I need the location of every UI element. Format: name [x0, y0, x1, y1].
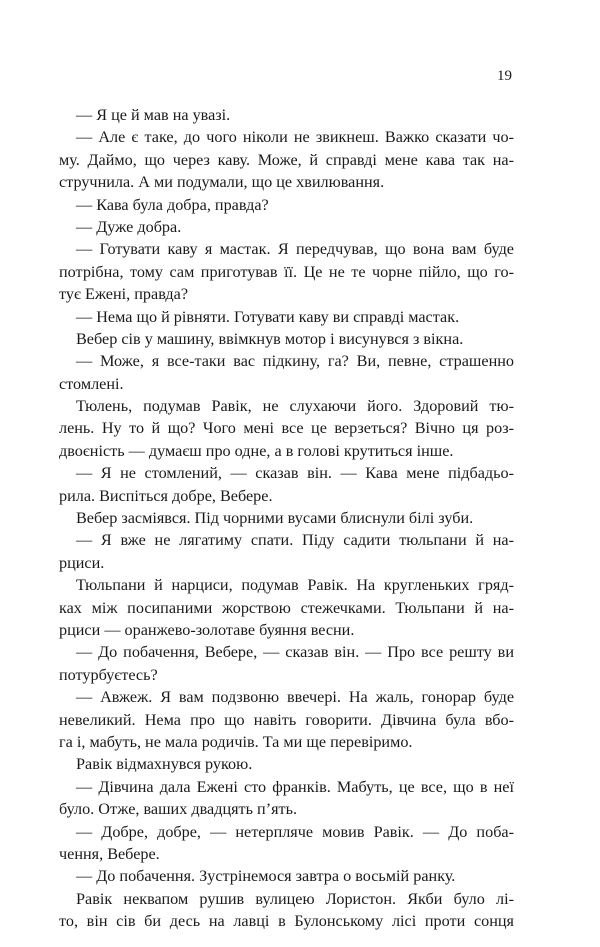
text-line: — Кава була добра, правда?	[76, 195, 269, 214]
text-line: — Але є таке, до чого ніколи не звикнеш. Важко сказати чо-	[76, 128, 514, 147]
text-line: рила. Виспіться добре, Вебере.	[59, 486, 273, 505]
text-line: то, він сів би десь на лавці в Булонському лісі проти сонця	[59, 912, 514, 931]
text-line: — Я це й мав на увазі.	[76, 106, 231, 124]
text-line: Вебер сів у машину, ввімкнув мотор і висунувся з вікна.	[76, 329, 464, 348]
text-line: — Добре, добре, — нетерпляче мовив Равік. — До поба-	[76, 822, 514, 841]
text-line: — Нема що й рівняти. Готувати каву ви справді мастак.	[76, 307, 460, 326]
text-line: — Авжеж. Я вам подзвоню ввечері. На жаль, гонорар буде	[76, 688, 514, 707]
text-line: лень. Ну то й що? Чого мені все це верзеться? Вічно ця роз-	[59, 419, 514, 438]
text-line: Вебер засміявся. Під чорними вусами блиснули білі зуби.	[76, 509, 474, 528]
text-line: невеликий. Нема про що навіть говорити. Дівчина була вбо-	[59, 710, 514, 729]
text-line: — Дівчина дала Ежені сто франків. Мабуть, це все, що в неї	[76, 777, 514, 796]
text-line: Равік неквапом рушив вулицею Лористон. Якби було лі-	[76, 889, 514, 908]
text-line: потурбуєтесь?	[59, 665, 158, 684]
text-line: стручнила. А ми подумали, що це хвилювання.	[59, 173, 385, 192]
page-number: 19	[497, 68, 512, 84]
text-line: чення, Вебере.	[59, 844, 160, 863]
text-line: рциси — оранжево-золотаве буяння весни.	[59, 620, 355, 639]
text-line: — До побачення, Вебере, — сказав він. — Про все решту ви	[76, 643, 514, 662]
text-line: стомлені.	[59, 374, 124, 393]
text-line: — Готувати каву я мастак. Я передчував, що вона вам буде	[76, 240, 514, 259]
text-line: му. Даймо, що через каву. Може, й справді мене кава так на-	[59, 150, 514, 169]
text-line: двоєність — думаєш про одне, а в голові крутиться інше.	[59, 441, 454, 460]
text-line: рциси.	[59, 553, 105, 572]
text-line: було. Отже, ваших двадцять п’ять.	[59, 800, 298, 819]
text-line: — Я не стомлений, — сказав він. — Кава мене підбадьо-	[76, 464, 514, 483]
text-line: ках між посипаними жорствою стежечками. Тюльпани й на-	[59, 598, 514, 617]
text-line: Равік відмахнувся рукою.	[76, 755, 253, 774]
text-line: — Я вже не лягатиму спати. Піду садити тюльпани й на-	[76, 531, 514, 550]
text-line: — Може, я все-таки вас підкину, га? Ви, певне, страшенно	[76, 352, 514, 371]
text-line: тує Ежені, правда?	[59, 285, 189, 304]
text-line: — Дуже добра.	[76, 217, 182, 236]
text-line: потрібна, тому сам приготував її. Це не те чорне пійло, що го-	[59, 262, 514, 281]
text-line: — До побачення. Зустрінемося завтра о восьмій ранку.	[76, 867, 456, 886]
text-line: Тюльпани й нарциси, подумав Равік. На кругленьких гряд-	[76, 576, 514, 595]
text-line: га і, мабуть, не мала родичів. Та ми ще перевіримо.	[59, 732, 413, 751]
body-text	[59, 104, 514, 932]
text-line: Тюлень, подумав Равік, не слухаючи його. Здоровий тю-	[76, 397, 514, 416]
